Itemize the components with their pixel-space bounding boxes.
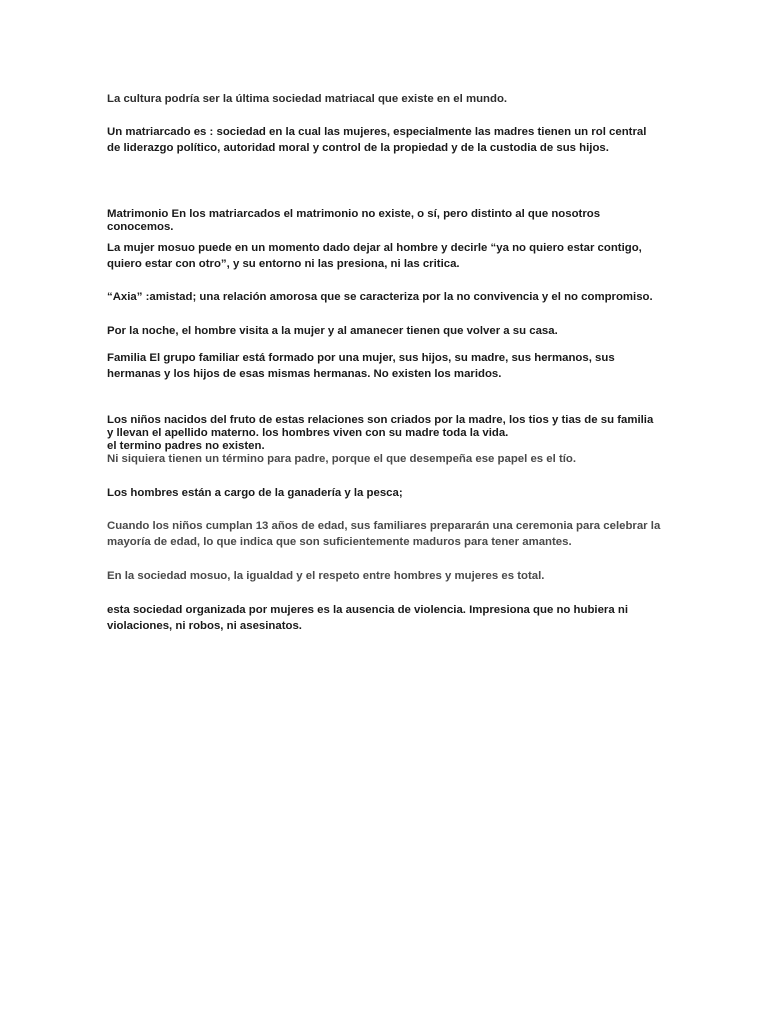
paragraph-ceremonia bbox=[107, 518, 667, 550]
text-line: Matrimonio En los matriarcados el matrimonio no existe, o sí, pero distinto al que nosotros bbox=[107, 208, 601, 220]
paragraph-igualdad bbox=[107, 568, 667, 584]
text-line: En la sociedad mosuo, la igualdad y el respeto entre hombres y mujeres es total. bbox=[107, 570, 545, 582]
paragraph-ninos bbox=[107, 414, 667, 466]
paragraph-familia bbox=[107, 350, 667, 382]
paragraph-intro bbox=[107, 91, 667, 107]
paragraph-mujer-mosuo bbox=[107, 240, 667, 272]
paragraph-hombres bbox=[107, 485, 667, 501]
text-line: y llevan el apellido materno. los hombres viven con su madre toda la vida. bbox=[107, 427, 509, 439]
text-line: La mujer mosuo puede en un momento dado dejar al hombre y decirle “ya no quiero estar contigo, bbox=[107, 242, 642, 254]
text-line: el termino padres no existen. bbox=[107, 440, 265, 452]
text-line: Un matriarcado es : sociedad en la cual las mujeres, especialmente las madres tienen un rol central bbox=[107, 126, 647, 138]
text-line: conocemos. bbox=[107, 221, 174, 233]
text-line: mayoría de edad, lo que indica que son suficientemente maduros para tener amantes. bbox=[107, 536, 572, 548]
paragraph-noche bbox=[107, 323, 667, 339]
text-line: Cuando los niños cumplan 13 años de edad, sus familiares prepararán una ceremonia para celebrar la bbox=[107, 520, 661, 532]
text-line: violaciones, ni robos, ni asesinatos. bbox=[107, 620, 302, 632]
text-line: La cultura podría ser la última sociedad matriacal que existe en el mundo. bbox=[107, 93, 508, 105]
text-line: Ni siquiera tienen un término para padre, porque el que desempeña ese papel es el tío. bbox=[107, 453, 577, 465]
paragraph-matrimonio bbox=[107, 208, 667, 234]
text-line: Por la noche, el hombre visita a la mujer y al amanecer tienen que volver a su casa. bbox=[107, 325, 558, 337]
paragraph-axia bbox=[107, 289, 667, 305]
text-line: Familia El grupo familiar está formado por una mujer, sus hijos, su madre, sus hermanos, sus bbox=[107, 352, 615, 364]
text-line: de liderazgo político, autoridad moral y control de la propiedad y de la custodia de sus hijos. bbox=[107, 142, 609, 154]
text-line: quiero estar con otro”, y su entorno ni las presiona, ni las critica. bbox=[107, 258, 460, 270]
text-line: Los hombres están a cargo de la ganadería y la pesca; bbox=[107, 487, 403, 499]
text-line: hermanas y los hijos de esas mismas hermanas. No existen los maridos. bbox=[107, 368, 502, 380]
paragraph-matriarcado-definition bbox=[107, 124, 667, 156]
text-line: esta sociedad organizada por mujeres es la ausencia de violencia. Impresiona que no hubiera ni bbox=[107, 604, 628, 616]
text-line: “Axia” :amistad; una relación amorosa que se caracteriza por la no convivencia y el no compromiso. bbox=[107, 291, 653, 303]
paragraph-violencia bbox=[107, 602, 667, 634]
text-line: Los niños nacidos del fruto de estas relaciones son criados por la madre, los tios y tias de su familia bbox=[107, 414, 654, 426]
